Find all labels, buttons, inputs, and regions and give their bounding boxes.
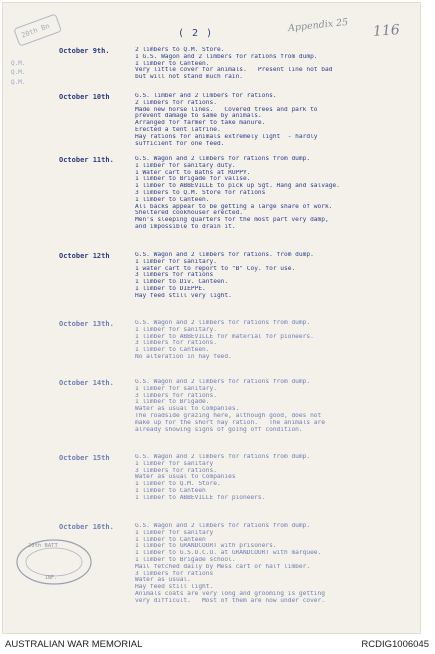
entry-line: Made new horse lines. Covered trees and park to xyxy=(135,106,318,113)
corner-stamp-text: 20th Bn xyxy=(20,22,51,40)
entry-date: October 10th xyxy=(59,93,110,101)
entry-line: 1 limber to Canteen xyxy=(135,487,206,494)
entry-line: 1 limber to ABBEVILLE to pick up Sgt. Hang and salvage. xyxy=(135,183,340,190)
entry-date: October 12th xyxy=(59,252,110,260)
entry-lines xyxy=(135,320,417,361)
folio-number: 116 xyxy=(372,22,401,40)
entry-line: All backs appear to be getting a large share of work. xyxy=(135,203,333,210)
entry-line: G.S. limber and 2 limbers for rations. xyxy=(135,93,277,99)
entry-line: G.S. Wagon and 2 limbers for rations from dump. xyxy=(135,320,311,326)
entry-line: prevent damage to same by animals. xyxy=(135,113,262,120)
entry-line: Mail fetched daily by Mess cart or half limber. xyxy=(135,563,311,570)
entry-lines xyxy=(135,252,417,300)
entry-line: Water as usual. xyxy=(135,577,191,584)
entry-line: 1 limber to G.S.O.C.O. at GRANDCOURT with marquee. xyxy=(135,550,322,557)
entry-line: G.S. Wagon and 2 limbers for rations from dump. xyxy=(135,523,311,529)
entry-line: Arranged for farmer to take manure. xyxy=(135,120,266,127)
entry-line: Hay feed still light. xyxy=(135,584,214,591)
entry-line: 1 Water cart to Baths at RUPPY. xyxy=(135,169,251,176)
entry-lines xyxy=(135,156,417,231)
entry-line: but will not stand much rain. xyxy=(135,74,244,81)
entry-line: 1 limber for sanitary. xyxy=(135,326,217,333)
entry-date: October 15th xyxy=(59,454,110,462)
entry-lines xyxy=(135,93,417,147)
entry-line: No alteration in hay feed. xyxy=(135,353,232,360)
entry-line: 1 limber to ABBEVILLE for material for pioneers. xyxy=(135,333,314,340)
entry-line: very difficult. Most of them are now under cover. xyxy=(135,597,325,604)
entry-lines xyxy=(135,523,417,605)
entry-line: 1 limber to Q.M. Store. xyxy=(135,481,221,488)
entry-line: 3 limbers for rations. xyxy=(135,467,217,474)
entry-line: 1 limber for sanitary duty. xyxy=(135,162,236,169)
entry-line: 1 limber to GRANDCOURT with prisoners. xyxy=(135,543,277,550)
entry-line: sufficient for one feed. xyxy=(135,140,225,147)
entry-line: 1 water cart to report to "B" Coy. for use. xyxy=(135,265,296,272)
entry-line: Hay feed still very light. xyxy=(135,292,232,299)
entry-line: 1 limber to Canteen. xyxy=(135,196,210,203)
entry-line: 1 limber to Div. Canteen. xyxy=(135,279,229,286)
entry-date: October 11th. xyxy=(59,156,114,164)
entry-line: 2 limbers to Q.M. Store. xyxy=(135,47,225,53)
entry-line: Men's sleeping quarters for the most part very damp, xyxy=(135,217,329,224)
footer-institution: AUSTRALIAN WAR MEMORIAL xyxy=(5,639,143,650)
entry-line: 1 limber to DIEPPE. xyxy=(135,285,206,292)
entry-line: 3 limbers for rations xyxy=(135,272,214,279)
entry-line: Hay rations for animals extremely light - hardly xyxy=(135,133,318,140)
entry-date: October 13th. xyxy=(59,320,114,328)
entry-line: 3 limbers to Q.M. Store for rations xyxy=(135,189,266,196)
entry-line: 1 limber to Canteen. xyxy=(135,347,210,354)
entry-line: Sheltered cookhouser erected. xyxy=(135,210,244,217)
entry-line: already showing signs of going off condition. xyxy=(135,426,303,433)
entry-line: Very little cover for animals. Present line not bad xyxy=(135,67,333,74)
margin-note: Q.M. xyxy=(11,69,26,76)
entry-line: 3 limbers for rations. xyxy=(135,340,217,347)
entry-line: 1 limber to Canteen xyxy=(135,536,206,543)
entry-date: October 9th. xyxy=(59,47,110,55)
entry-line: 1 limber for sanitary. xyxy=(135,258,217,265)
entry-line: Water as usual to Companies. xyxy=(135,406,240,413)
entry-line: 1 limber for sanitary xyxy=(135,529,214,536)
entry-line: 1 limber to Brigade. xyxy=(135,399,210,406)
entry-lines xyxy=(135,454,417,502)
archive-footer xyxy=(0,636,435,654)
entry-line: G.S. Wagon and 2 limbers for rations from dump. xyxy=(135,156,311,162)
document-page xyxy=(2,2,421,634)
entry-lines xyxy=(135,47,417,81)
entry-line: Water as usual to Companies xyxy=(135,474,236,481)
entry-date: October 14th. xyxy=(59,379,114,387)
stamp-text: INF. xyxy=(45,575,58,581)
entry-line: 3 limbers for rations xyxy=(135,570,214,577)
entry-line: 1 limber for sanitary xyxy=(135,460,214,467)
entry-line: 1 G.S. Wagon and 2 limbers for rations from dump. xyxy=(135,53,318,60)
entry-line: Erected a tent latrine. xyxy=(135,126,221,133)
entry-line: 1 limber to Brigade school. xyxy=(135,556,236,563)
entry-line: G.S. Wagon and 2 limbers for rations. from dump. xyxy=(135,252,314,258)
entry-lines xyxy=(135,379,417,433)
entry-line: G.S. Wagon and 2 limbers for rations from dump. xyxy=(135,379,311,385)
entry-line: 3 limbers for rations. xyxy=(135,392,217,399)
margin-note: Q.M. xyxy=(11,60,26,67)
stamp-text: 20th BATT xyxy=(28,543,58,549)
entry-line: G.S. Wagon and 2 limbers for rations from dump. xyxy=(135,454,311,460)
appendix-note: Appendix 25 xyxy=(287,16,349,35)
entry-line: 2 limbers for rations. xyxy=(135,99,217,106)
entry-line: Animals coats are very long and grooming is getting xyxy=(135,590,325,597)
entry-line: and impossible to drain it. xyxy=(135,223,236,230)
corner-stamp xyxy=(12,10,65,52)
entry-line: 1 limber for sanitary. xyxy=(135,385,217,392)
page-number: ( 2 ) xyxy=(178,28,214,39)
battalion-stamp xyxy=(15,538,93,586)
margin-note: Q.M. xyxy=(11,79,26,86)
entry-line: make up for the short hay ration. The animals are xyxy=(135,419,325,426)
entry-line: The roadside grazing here, although good, does not xyxy=(135,412,322,419)
footer-record-id: RCDIG1006045 xyxy=(361,639,429,650)
entry-date: October 16th. xyxy=(59,523,114,531)
entry-line: 1 limber to Canteen. xyxy=(135,60,210,67)
entry-line: 1 limber to ABBEVILLE for pioneers. xyxy=(135,494,266,501)
entry-line: 1 limber to Brigade for valise. xyxy=(135,176,251,183)
